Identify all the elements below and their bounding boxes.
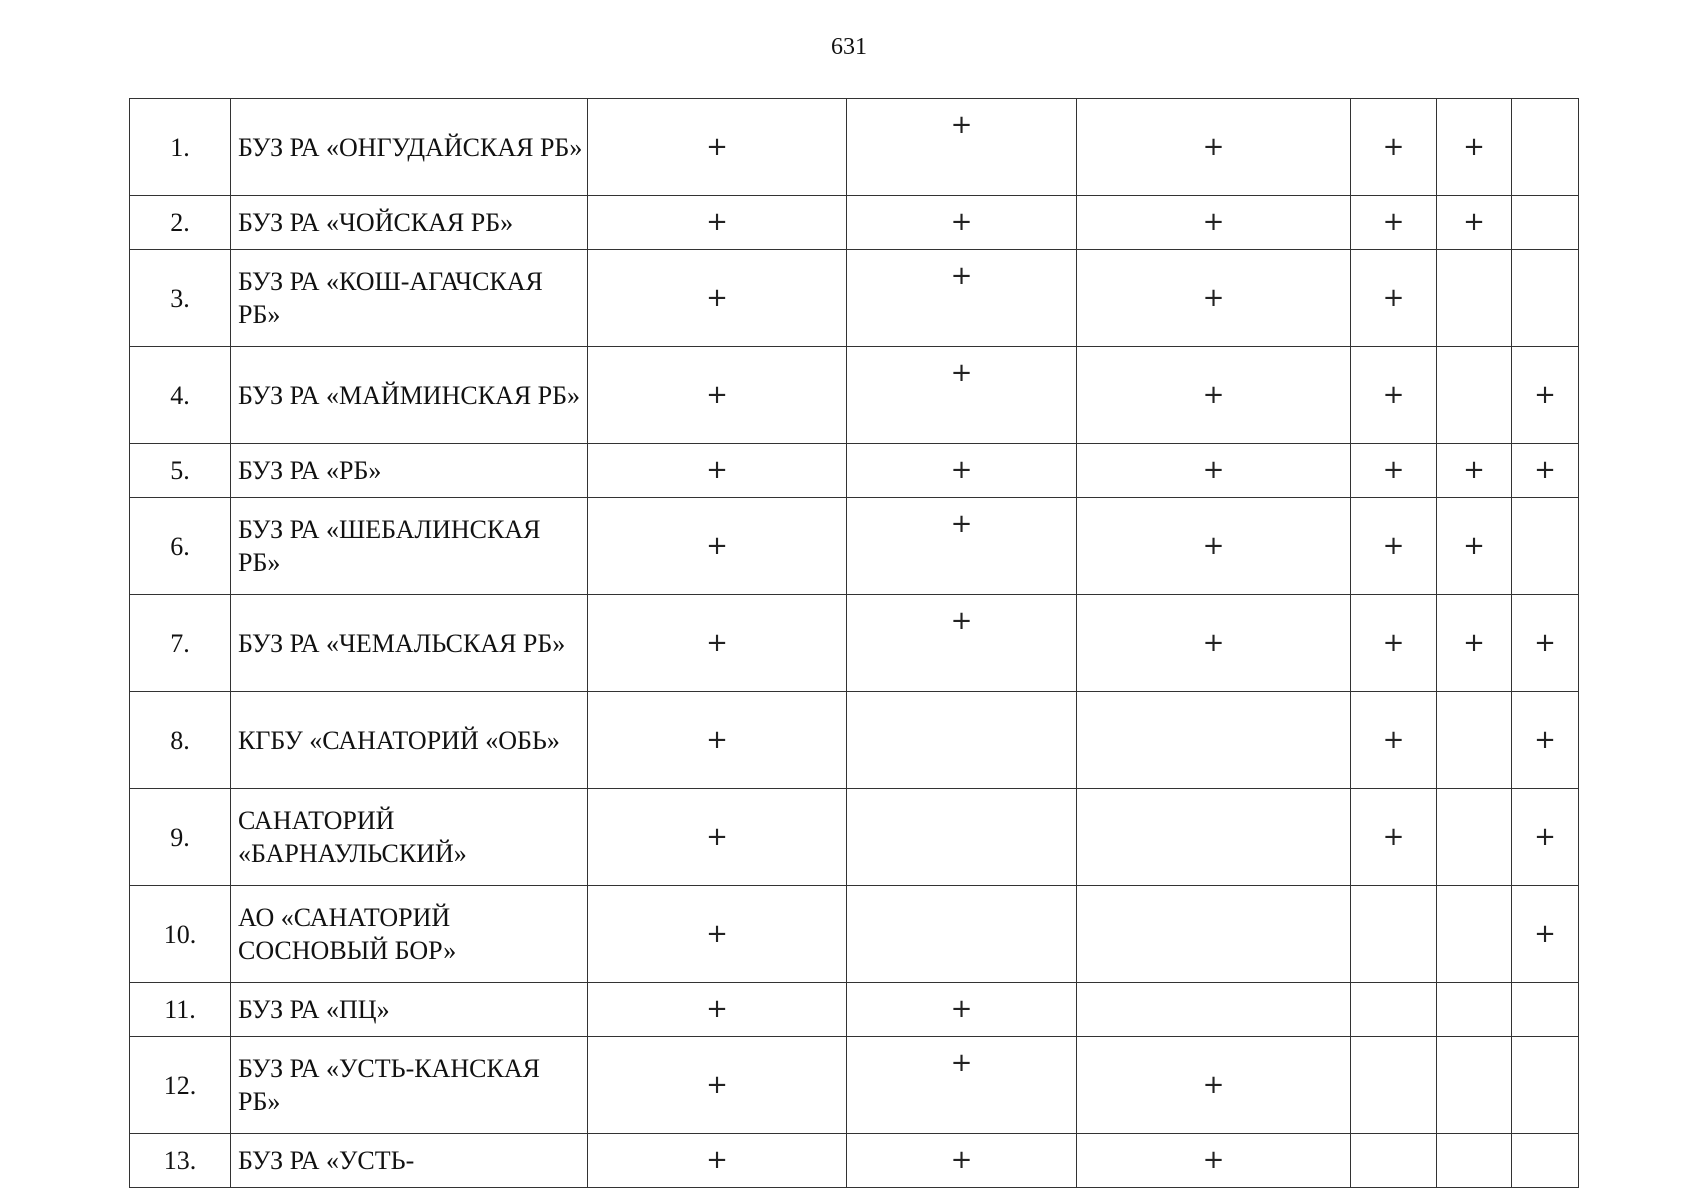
institution-name: БУЗ РА «ОНГУДАЙСКАЯ РБ» — [231, 99, 588, 196]
mark-cell-col-5: + — [1437, 196, 1512, 250]
institution-name: БУЗ РА «УСТЬ-КАНСКАЯ РБ» — [231, 1037, 588, 1134]
mark-cell-col-3 — [1077, 886, 1351, 983]
mark-cell-col-3: + — [1077, 1037, 1351, 1134]
mark-cell-col-4: + — [1351, 347, 1437, 444]
table-row — [130, 347, 1579, 444]
mark-cell-col-6: + — [1512, 444, 1579, 498]
mark-cell-col-2: + — [847, 1037, 1077, 1134]
mark-cell-col-3 — [1077, 692, 1351, 789]
mark-cell-col-1: + — [588, 444, 847, 498]
table-row — [130, 1134, 1579, 1188]
mark-cell-col-1: + — [588, 1037, 847, 1134]
mark-cell-col-5: + — [1437, 99, 1512, 196]
mark-cell-col-5 — [1437, 789, 1512, 886]
mark-cell-col-4 — [1351, 1037, 1437, 1134]
mark-cell-col-1: + — [588, 1134, 847, 1188]
mark-cell-col-2: + — [847, 498, 1077, 595]
mark-cell-col-3 — [1077, 789, 1351, 886]
institution-name: БУЗ РА «ЧОЙСКАЯ РБ» — [231, 196, 588, 250]
mark-cell-col-4: + — [1351, 498, 1437, 595]
mark-cell-col-1: + — [588, 789, 847, 886]
table-body — [130, 99, 1579, 1188]
row-number: 9. — [130, 789, 231, 886]
mark-cell-col-2 — [847, 692, 1077, 789]
mark-cell-col-5: + — [1437, 498, 1512, 595]
mark-cell-col-1: + — [588, 595, 847, 692]
mark-cell-col-4 — [1351, 1134, 1437, 1188]
institution-name: БУЗ РА «МАЙМИНСКАЯ РБ» — [231, 347, 588, 444]
mark-cell-col-2: + — [847, 196, 1077, 250]
mark-cell-col-6: + — [1512, 886, 1579, 983]
table-row — [130, 196, 1579, 250]
mark-cell-col-2: + — [847, 1134, 1077, 1188]
mark-cell-col-1: + — [588, 498, 847, 595]
mark-cell-col-4 — [1351, 886, 1437, 983]
mark-cell-col-5: + — [1437, 595, 1512, 692]
mark-cell-col-1: + — [588, 250, 847, 347]
mark-cell-col-4 — [1351, 983, 1437, 1037]
row-number: 1. — [130, 99, 231, 196]
mark-cell-col-2: + — [847, 347, 1077, 444]
row-number: 6. — [130, 498, 231, 595]
mark-cell-col-5 — [1437, 983, 1512, 1037]
row-number: 5. — [130, 444, 231, 498]
mark-cell-col-4: + — [1351, 789, 1437, 886]
mark-cell-col-5: + — [1437, 444, 1512, 498]
mark-cell-col-4: + — [1351, 196, 1437, 250]
mark-cell-col-2: + — [847, 595, 1077, 692]
mark-cell-col-3: + — [1077, 1134, 1351, 1188]
mark-cell-col-5 — [1437, 886, 1512, 983]
mark-cell-col-6 — [1512, 196, 1579, 250]
mark-cell-col-2: + — [847, 444, 1077, 498]
mark-cell-col-4: + — [1351, 692, 1437, 789]
row-number: 11. — [130, 983, 231, 1037]
institution-name: БУЗ РА «ЧЕМАЛЬСКАЯ РБ» — [231, 595, 588, 692]
mark-cell-col-1: + — [588, 886, 847, 983]
table-row — [130, 444, 1579, 498]
mark-cell-col-6: + — [1512, 347, 1579, 444]
mark-cell-col-6 — [1512, 1134, 1579, 1188]
mark-cell-col-3 — [1077, 983, 1351, 1037]
row-number: 2. — [130, 196, 231, 250]
row-number: 3. — [130, 250, 231, 347]
mark-cell-col-2: + — [847, 250, 1077, 347]
institution-name: БУЗ РА «РБ» — [231, 444, 588, 498]
mark-cell-col-1: + — [588, 196, 847, 250]
mark-cell-col-6 — [1512, 1037, 1579, 1134]
mark-cell-col-6 — [1512, 983, 1579, 1037]
mark-cell-col-2: + — [847, 99, 1077, 196]
table-row — [130, 250, 1579, 347]
mark-cell-col-4: + — [1351, 595, 1437, 692]
mark-cell-col-4: + — [1351, 250, 1437, 347]
mark-cell-col-1: + — [588, 983, 847, 1037]
institutions-table — [129, 98, 1579, 1188]
row-number: 10. — [130, 886, 231, 983]
row-number: 12. — [130, 1037, 231, 1134]
institution-name: АО «САНАТОРИЙ СОСНОВЫЙ БОР» — [231, 886, 588, 983]
mark-cell-col-3: + — [1077, 99, 1351, 196]
mark-cell-col-3: + — [1077, 250, 1351, 347]
mark-cell-col-1: + — [588, 347, 847, 444]
mark-cell-col-6: + — [1512, 692, 1579, 789]
mark-cell-col-3: + — [1077, 196, 1351, 250]
table-row — [130, 983, 1579, 1037]
mark-cell-col-3: + — [1077, 498, 1351, 595]
row-number: 8. — [130, 692, 231, 789]
table-row — [130, 595, 1579, 692]
mark-cell-col-2: + — [847, 983, 1077, 1037]
mark-cell-col-6 — [1512, 498, 1579, 595]
mark-cell-col-3: + — [1077, 347, 1351, 444]
table-row — [130, 789, 1579, 886]
mark-cell-col-4: + — [1351, 444, 1437, 498]
institution-name: САНАТОРИЙ «БАРНАУЛЬСКИЙ» — [231, 789, 588, 886]
mark-cell-col-3: + — [1077, 444, 1351, 498]
mark-cell-col-2 — [847, 789, 1077, 886]
mark-cell-col-6: + — [1512, 595, 1579, 692]
table-row — [130, 1037, 1579, 1134]
mark-cell-col-5 — [1437, 1037, 1512, 1134]
mark-cell-col-6 — [1512, 250, 1579, 347]
mark-cell-col-5 — [1437, 1134, 1512, 1188]
row-number: 7. — [130, 595, 231, 692]
table-row — [130, 886, 1579, 983]
mark-cell-col-4: + — [1351, 99, 1437, 196]
mark-cell-col-5 — [1437, 347, 1512, 444]
table-row — [130, 498, 1579, 595]
mark-cell-col-2 — [847, 886, 1077, 983]
institution-name: БУЗ РА «ПЦ» — [231, 983, 588, 1037]
mark-cell-col-6 — [1512, 99, 1579, 196]
mark-cell-col-6: + — [1512, 789, 1579, 886]
row-number: 13. — [130, 1134, 231, 1188]
institution-name: КГБУ «САНАТОРИЙ «ОБЬ» — [231, 692, 588, 789]
table-row — [130, 99, 1579, 196]
mark-cell-col-5 — [1437, 250, 1512, 347]
mark-cell-col-5 — [1437, 692, 1512, 789]
page-number: 631 — [831, 34, 867, 60]
institution-name: БУЗ РА «КОШ-АГАЧСКАЯ РБ» — [231, 250, 588, 347]
table-row — [130, 692, 1579, 789]
institution-name: БУЗ РА «ШЕБАЛИНСКАЯ РБ» — [231, 498, 588, 595]
mark-cell-col-3: + — [1077, 595, 1351, 692]
row-number: 4. — [130, 347, 231, 444]
mark-cell-col-1: + — [588, 99, 847, 196]
institution-name: БУЗ РА «УСТЬ- — [231, 1134, 588, 1188]
mark-cell-col-1: + — [588, 692, 847, 789]
